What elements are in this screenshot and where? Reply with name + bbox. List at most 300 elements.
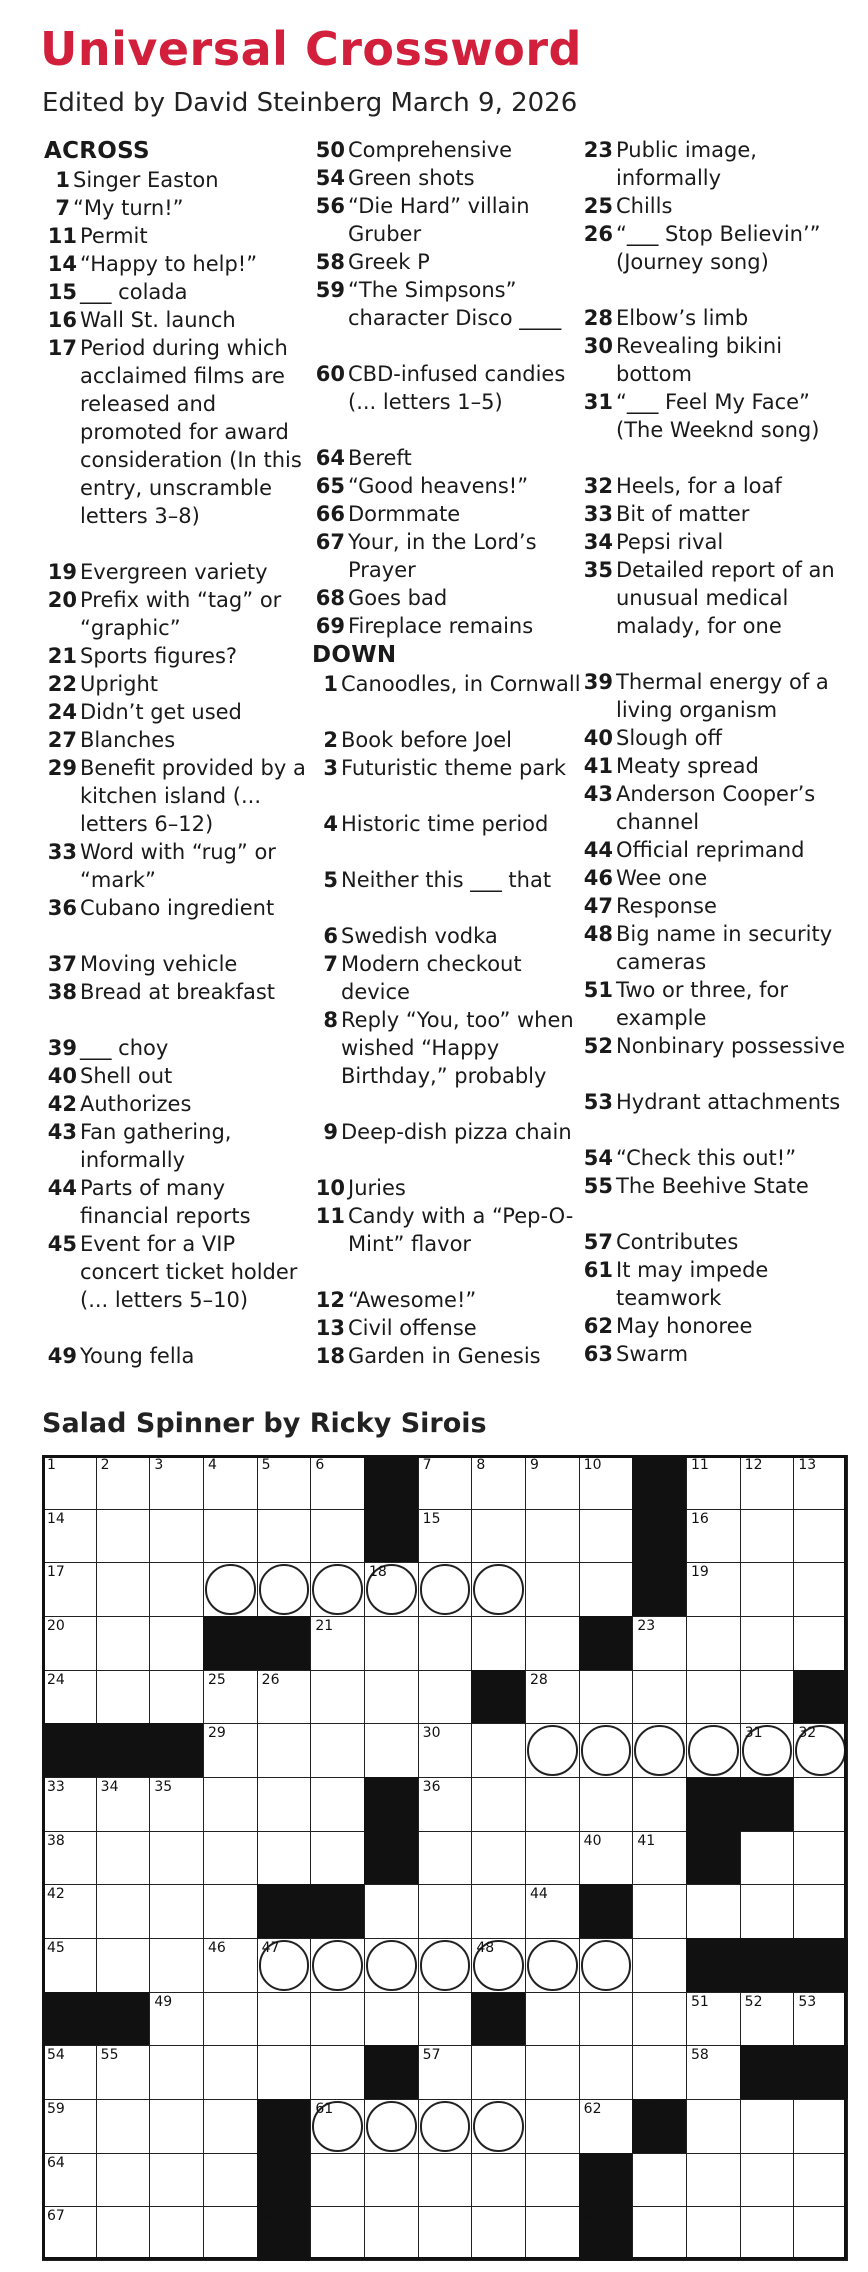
clue [580, 1312, 850, 1340]
black-square [310, 1884, 365, 1939]
grid-cell[interactable] [579, 1831, 634, 1886]
grid-cell[interactable] [579, 2045, 634, 2100]
grid-cell[interactable] [149, 2045, 204, 2100]
grid-cell[interactable] [471, 2153, 526, 2208]
clue-text: Bread at breakfast [80, 980, 276, 1004]
clue [312, 1314, 582, 1342]
grid-cell[interactable] [471, 1616, 526, 1671]
clue-text: Chills [616, 194, 673, 218]
clue-number: 33 [583, 502, 613, 526]
grid-cell[interactable] [149, 2206, 204, 2261]
grid-cell[interactable] [149, 1831, 204, 1886]
cell-number: 8 [476, 1457, 486, 1473]
clue-text: “Die Hard” villain Gruber [348, 194, 530, 246]
grid-cell[interactable] [310, 1938, 365, 1993]
grid-cell[interactable] [149, 1938, 204, 1993]
grid-cell[interactable] [418, 1831, 473, 1886]
grid-cell[interactable] [203, 1455, 258, 1510]
grid-cell[interactable] [364, 2153, 419, 2208]
grid-cell[interactable] [632, 1723, 687, 1778]
grid-cell[interactable] [793, 1884, 848, 1939]
clue-number: 66 [315, 502, 345, 526]
grid-cell[interactable] [418, 2153, 473, 2208]
grid-cell[interactable] [579, 1723, 634, 1778]
grid-cell[interactable] [793, 1562, 848, 1617]
grid-cell[interactable] [418, 1884, 473, 1939]
grid-cell[interactable] [310, 2206, 365, 2261]
grid-cell[interactable] [686, 2045, 741, 2100]
clue-text: Meaty spread [616, 754, 759, 778]
cell-number: 50 [476, 1993, 495, 2010]
grid-cell[interactable] [310, 1831, 365, 1886]
cell-number: 35 [154, 1779, 173, 1795]
grid-cell[interactable] [418, 1992, 473, 2047]
grid-cell[interactable] [364, 1562, 419, 1617]
cell-number: 15 [422, 1510, 441, 1527]
grid-cell[interactable] [793, 1723, 848, 1778]
grid-cell[interactable] [310, 1723, 365, 1778]
black-square [257, 1884, 312, 1939]
grid-cell[interactable] [793, 2206, 848, 2261]
grid-cell[interactable] [203, 2153, 258, 2208]
grid-cell[interactable] [740, 1992, 795, 2047]
grid-cell[interactable] [364, 2206, 419, 2261]
grid-cell[interactable] [740, 1455, 795, 1510]
grid-cell[interactable] [203, 1831, 258, 1886]
grid-cell[interactable] [471, 1723, 526, 1778]
clue [580, 976, 850, 1032]
grid-cell[interactable] [471, 1884, 526, 1939]
clue-text: Permit [80, 224, 148, 248]
grid-cell[interactable] [42, 1831, 97, 1886]
grid-cell[interactable] [471, 1562, 526, 1617]
clue-number: 40 [47, 1064, 77, 1088]
grid-cell[interactable] [632, 2153, 687, 2208]
clue-number: 48 [583, 922, 613, 946]
grid-cell[interactable] [418, 1455, 473, 1510]
editor-date-line: Edited by David Steinberg March 9, 2026 [42, 88, 578, 118]
cell-number: 30 [422, 1725, 441, 1742]
grid-cell[interactable] [203, 1670, 258, 1725]
grid-cell[interactable] [418, 1723, 473, 1778]
black-square [257, 2153, 312, 2208]
grid-cell[interactable] [686, 1562, 741, 1617]
grid-cell[interactable] [364, 1670, 419, 1725]
grid-cell[interactable] [686, 1616, 741, 1671]
clue-text: Period during which acclaimed films are released and promoted for award consideration (In this entry, unscramble letters 3–8) [80, 336, 302, 528]
grid-cell[interactable] [686, 1670, 741, 1725]
clue-number: 1 [55, 168, 70, 192]
black-square [793, 1670, 848, 1725]
cell-number: 52 [744, 1993, 763, 2010]
clue-number: 10 [315, 1176, 345, 1200]
clue [312, 612, 582, 640]
grid-cell[interactable] [471, 2099, 526, 2154]
grid-cell[interactable] [740, 1670, 795, 1725]
cell-number: 36 [422, 1779, 441, 1795]
grid-cell[interactable] [42, 2099, 97, 2154]
grid-cell[interactable] [632, 2045, 687, 2100]
clue-number: 61 [583, 1258, 613, 1282]
clue-text: Moving vehicle [80, 952, 238, 976]
grid-cell[interactable] [793, 1455, 848, 1510]
grid-cell[interactable] [42, 1777, 97, 1832]
clue-number: 34 [583, 530, 613, 554]
clue [44, 194, 314, 222]
clue-number: 32 [583, 474, 613, 498]
clue [44, 1118, 314, 1174]
black-square [42, 1723, 97, 1778]
grid-cell[interactable] [42, 1562, 97, 1617]
clue-text: Pepsi rival [616, 530, 724, 554]
grid-cell[interactable] [740, 1723, 795, 1778]
grid-cell[interactable] [257, 1992, 312, 2047]
grid-cell[interactable] [579, 1509, 634, 1564]
clue [312, 360, 582, 444]
clue-text: Contributes [616, 1230, 739, 1254]
grid-cell[interactable] [525, 1777, 580, 1832]
grid-cell[interactable] [632, 1884, 687, 1939]
clue-text: Swedish vodka [341, 924, 498, 948]
grid-cell[interactable] [149, 2099, 204, 2154]
grid-cell[interactable] [149, 1616, 204, 1671]
grid-cell[interactable] [149, 1509, 204, 1564]
clue-number: 57 [583, 1230, 613, 1254]
clue-number: 47 [583, 894, 613, 918]
grid-cell[interactable] [310, 1509, 365, 1564]
cell-number: 26 [261, 1671, 280, 1688]
grid-cell[interactable] [149, 1884, 204, 1939]
clue-number: 33 [47, 840, 77, 864]
grid-cell[interactable] [632, 1777, 687, 1832]
clue-text: “Happy to help!” [80, 252, 258, 276]
grid-cell[interactable] [42, 2206, 97, 2261]
grid-cell[interactable] [257, 1831, 312, 1886]
grid-cell[interactable] [96, 2099, 151, 2154]
grid-cell[interactable] [203, 2099, 258, 2154]
grid-cell[interactable] [149, 1992, 204, 2047]
grid-cell[interactable] [579, 1455, 634, 1510]
grid-cell[interactable] [793, 2099, 848, 2154]
grid-cell[interactable] [42, 1455, 97, 1510]
grid-cell[interactable] [96, 1884, 151, 1939]
clue-number: 46 [583, 866, 613, 890]
grid-cell[interactable] [203, 1884, 258, 1939]
grid-cell[interactable] [42, 2153, 97, 2208]
grid-cell[interactable] [418, 1670, 473, 1725]
grid-cell[interactable] [686, 1455, 741, 1510]
grid-cell[interactable] [740, 2153, 795, 2208]
grid-cell[interactable] [310, 1992, 365, 2047]
clue [312, 500, 582, 528]
grid-cell[interactable] [579, 1562, 634, 1617]
grid-cell[interactable] [96, 1562, 151, 1617]
grid-cell[interactable] [632, 1992, 687, 2047]
grid-cell[interactable] [42, 1884, 97, 1939]
grid-cell[interactable] [686, 2206, 741, 2261]
grid-cell[interactable] [364, 1992, 419, 2047]
grid-cell[interactable] [525, 1723, 580, 1778]
grid-cell[interactable] [525, 2099, 580, 2154]
clue-number: 14 [47, 252, 77, 276]
grid-cell[interactable] [257, 1562, 312, 1617]
cell-number: 48 [476, 1940, 495, 1956]
clue [44, 1090, 314, 1118]
grid-cell[interactable] [579, 1777, 634, 1832]
cell-number: 20 [47, 1618, 65, 1634]
clue-number: 30 [583, 334, 613, 358]
circle-marker [312, 1564, 363, 1615]
grid-cell[interactable] [96, 1670, 151, 1725]
grid-cell[interactable] [418, 2206, 473, 2261]
grid-cell[interactable] [149, 1777, 204, 1832]
clue [580, 1340, 850, 1368]
grid-cell[interactable] [471, 1831, 526, 1886]
grid-cell[interactable] [418, 1938, 473, 1993]
grid-cell[interactable] [418, 1777, 473, 1832]
cell-number: 57 [422, 2047, 441, 2064]
black-square [793, 2045, 848, 2100]
clue [44, 586, 314, 642]
clue [580, 1256, 850, 1312]
grid-cell[interactable] [364, 2099, 419, 2154]
grid-cell[interactable] [257, 1938, 312, 1993]
cell-number: 47 [261, 1940, 280, 1956]
grid-cell[interactable] [525, 1616, 580, 1671]
clue-text: Neither this ___ that [341, 868, 552, 892]
cell-number: 7 [422, 1457, 432, 1473]
clue-number: 8 [323, 1008, 338, 1032]
grid-cell[interactable] [740, 1509, 795, 1564]
grid-cell[interactable] [686, 2153, 741, 2208]
clue-number: 43 [47, 1120, 77, 1144]
clue-number: 7 [55, 196, 70, 220]
clue [44, 222, 314, 250]
grid-cell[interactable] [579, 1938, 634, 1993]
grid-cell[interactable] [632, 1938, 687, 1993]
grid-cell[interactable] [740, 1562, 795, 1617]
grid-cell[interactable] [686, 1884, 741, 1939]
grid-cell[interactable] [96, 1616, 151, 1671]
clue [580, 864, 850, 892]
grid-cell[interactable] [471, 1509, 526, 1564]
grid-cell[interactable] [310, 1562, 365, 1617]
grid-cell[interactable] [203, 2045, 258, 2100]
grid-cell[interactable] [740, 2099, 795, 2154]
grid-cell[interactable] [471, 2206, 526, 2261]
clue-number: 44 [47, 1176, 77, 1200]
grid-cell[interactable] [364, 1884, 419, 1939]
clue-text: Detailed report of an unusual medical malady, for one [616, 558, 835, 638]
grid-cell[interactable] [257, 1723, 312, 1778]
clue-number: 36 [47, 896, 77, 920]
clue-text: Big name in security cameras [616, 922, 833, 974]
grid-cell[interactable] [149, 1455, 204, 1510]
clue-text: Word with “rug” or “mark” [80, 840, 276, 892]
grid-cell[interactable] [793, 1509, 848, 1564]
grid-cell[interactable] [149, 2153, 204, 2208]
clue-number: 45 [47, 1232, 77, 1256]
clue [312, 866, 582, 922]
black-square [96, 1723, 151, 1778]
grid-cell[interactable] [525, 1831, 580, 1886]
grid-cell[interactable] [525, 1992, 580, 2047]
clue [312, 670, 582, 726]
grid-cell[interactable] [310, 1777, 365, 1832]
black-square [686, 1938, 741, 1993]
grid-cell[interactable] [632, 1831, 687, 1886]
grid-cell[interactable] [632, 1670, 687, 1725]
grid-cell[interactable] [471, 1777, 526, 1832]
grid-cell[interactable] [364, 1723, 419, 1778]
grid-cell[interactable] [686, 1723, 741, 1778]
grid-cell[interactable] [793, 1831, 848, 1886]
grid-cell[interactable] [525, 1938, 580, 1993]
grid-cell[interactable] [257, 2045, 312, 2100]
grid-cell[interactable] [793, 2153, 848, 2208]
clue-text: Thermal energy of a living organism [616, 670, 829, 722]
black-square [686, 1777, 741, 1832]
grid-cell[interactable] [203, 1562, 258, 1617]
grid-cell[interactable] [96, 1777, 151, 1832]
grid-cell[interactable] [257, 1509, 312, 1564]
black-square [632, 1509, 687, 1564]
grid-cell[interactable] [525, 1670, 580, 1725]
grid-cell[interactable] [471, 2045, 526, 2100]
grid-cell[interactable] [203, 2206, 258, 2261]
grid-cell[interactable] [96, 1455, 151, 1510]
clue-text: Anderson Cooper’s channel [616, 782, 816, 834]
crossword-grid [42, 1455, 847, 2260]
clue-text: Revealing bikini bottom [616, 334, 783, 386]
clue-number: 53 [583, 1090, 613, 1114]
grid-cell[interactable] [740, 1884, 795, 1939]
cell-number: 64 [47, 2154, 65, 2171]
clue-number: 20 [47, 588, 77, 612]
grid-cell[interactable] [257, 1777, 312, 1832]
grid-cell[interactable] [96, 2153, 151, 2208]
grid-cell[interactable] [96, 2206, 151, 2261]
clue-text: Futuristic theme park [341, 756, 566, 780]
clue [312, 276, 582, 360]
grid-cell[interactable] [310, 1670, 365, 1725]
grid-cell[interactable] [364, 1616, 419, 1671]
grid-cell[interactable] [96, 1938, 151, 1993]
grid-cell[interactable] [793, 1992, 848, 2047]
grid-cell[interactable] [310, 2099, 365, 2154]
cell-number: 3 [154, 1457, 164, 1473]
grid-cell[interactable] [686, 2099, 741, 2154]
clue-text: Cubano ingredient [80, 896, 275, 920]
cell-number: 43 [315, 1886, 334, 1903]
grid-cell[interactable] [740, 1616, 795, 1671]
grid-cell[interactable] [579, 2099, 634, 2154]
grid-cell[interactable] [525, 1509, 580, 1564]
grid-cell[interactable] [42, 1509, 97, 1564]
cell-number: 21 [315, 1618, 334, 1634]
grid-cell[interactable] [418, 2045, 473, 2100]
grid-cell[interactable] [418, 2099, 473, 2154]
grid-cell[interactable] [793, 1616, 848, 1671]
grid-cell[interactable] [579, 1670, 634, 1725]
clue-text: Your, in the Lord’s Prayer [348, 530, 537, 582]
grid-cell[interactable] [42, 1616, 97, 1671]
grid-cell[interactable] [740, 2206, 795, 2261]
clue [580, 668, 850, 724]
grid-cell[interactable] [203, 1992, 258, 2047]
grid-cell[interactable] [471, 1938, 526, 1993]
grid-cell[interactable] [579, 1992, 634, 2047]
cell-number: 67 [47, 2208, 65, 2225]
clue-text: Response [616, 894, 717, 918]
grid-cell[interactable] [310, 1616, 365, 1671]
clue-text: Evergreen variety [80, 560, 268, 584]
grid-cell[interactable] [525, 2045, 580, 2100]
grid-cell[interactable] [310, 1455, 365, 1510]
grid-cell[interactable] [96, 1509, 151, 1564]
grid-cell[interactable] [471, 1455, 526, 1510]
clue [580, 332, 850, 388]
grid-cell[interactable] [257, 1455, 312, 1510]
clue-text: Benefit provided by a kitchen island (... letters 6–12) [80, 756, 306, 836]
grid-cell[interactable] [525, 1562, 580, 1617]
clue-text: Authorizes [80, 1092, 192, 1116]
clue-number: 15 [47, 280, 77, 304]
cell-number: 54 [47, 2047, 65, 2064]
grid-cell[interactable] [149, 1670, 204, 1725]
grid-cell[interactable] [686, 1992, 741, 2047]
grid-cell[interactable] [525, 1455, 580, 1510]
grid-cell[interactable] [149, 1562, 204, 1617]
clue-number: 60 [315, 362, 345, 386]
grid-cell[interactable] [418, 1616, 473, 1671]
black-square [579, 1616, 634, 1671]
grid-cell[interactable] [257, 1670, 312, 1725]
grid-cell[interactable] [310, 2045, 365, 2100]
grid-cell[interactable] [203, 1777, 258, 1832]
grid-cell[interactable] [42, 1670, 97, 1725]
clue [44, 754, 314, 838]
clue [44, 894, 314, 950]
grid-cell[interactable] [525, 2206, 580, 2261]
grid-cell[interactable] [632, 2206, 687, 2261]
grid-cell[interactable] [793, 1777, 848, 1832]
grid-cell[interactable] [364, 1938, 419, 1993]
grid-cell[interactable] [686, 1509, 741, 1564]
grid-cell[interactable] [525, 1884, 580, 1939]
grid-cell[interactable] [632, 1616, 687, 1671]
clue-text: Elbow’s limb [616, 306, 749, 330]
black-square [740, 1777, 795, 1832]
grid-cell[interactable] [310, 2153, 365, 2208]
grid-cell[interactable] [418, 1562, 473, 1617]
grid-cell[interactable] [42, 1938, 97, 1993]
grid-cell[interactable] [203, 1509, 258, 1564]
grid-cell[interactable] [42, 2045, 97, 2100]
clue-text: Deep-dish pizza chain [341, 1120, 572, 1144]
grid-cell[interactable] [418, 1509, 473, 1564]
circle-marker [420, 1940, 471, 1991]
grid-cell[interactable] [525, 2153, 580, 2208]
grid-cell[interactable] [203, 1938, 258, 1993]
cell-number: 39 [369, 1832, 387, 1849]
cell-number: 41 [637, 1832, 656, 1849]
grid-cell[interactable] [96, 1831, 151, 1886]
clue [580, 836, 850, 864]
grid-cell[interactable] [740, 1831, 795, 1886]
grid-cell[interactable] [96, 2045, 151, 2100]
grid-cell[interactable] [203, 1723, 258, 1778]
